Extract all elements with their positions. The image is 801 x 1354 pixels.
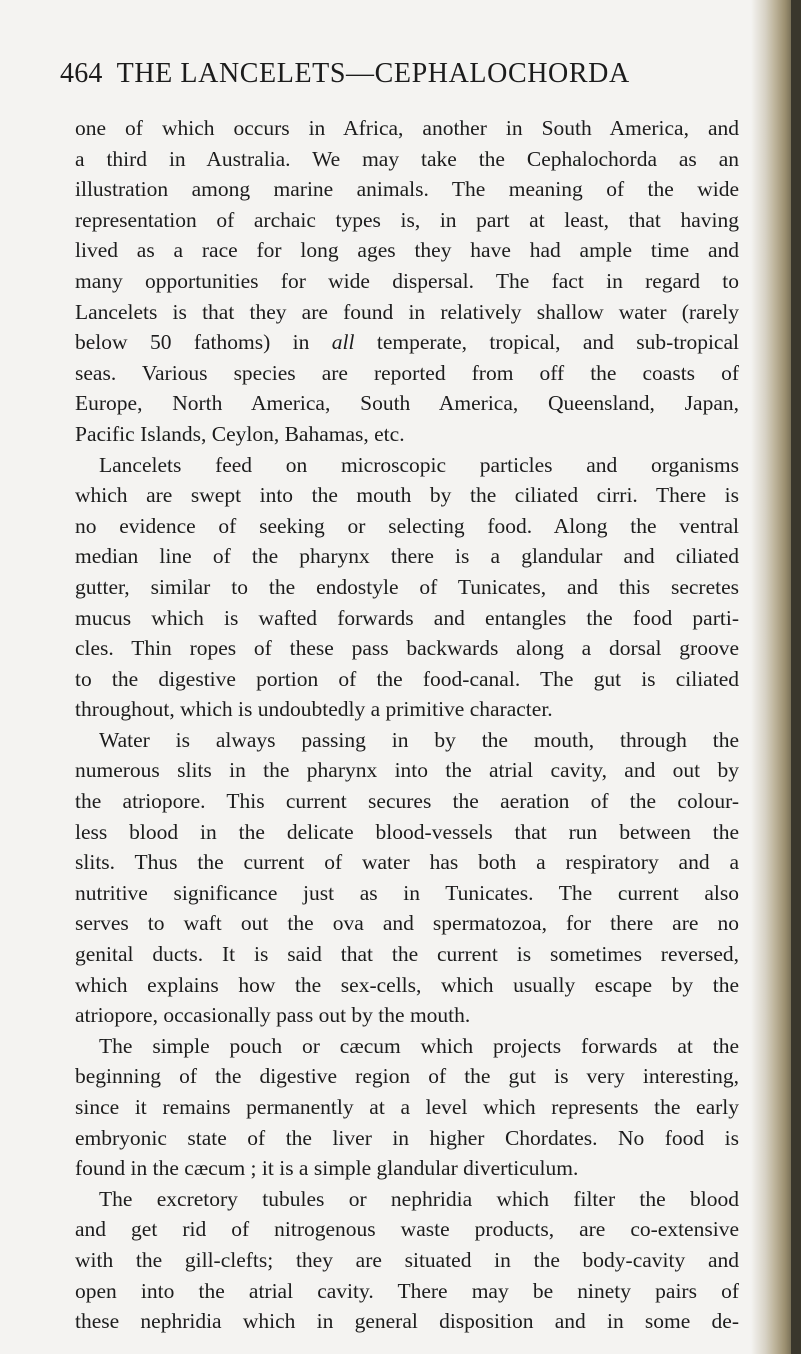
text-line: Europe, North America, South America, Queensland, Japan, [75,391,739,416]
text-line: atriopore, occasionally pass out by the mouth. [75,1003,471,1028]
text-line: seas. Various species are reported from off the coasts of [75,360,739,385]
text-line: Lancelets feed on microscopic particles and organisms [99,452,739,477]
text-line: these nephridia which in general disposition and in some de- [75,1309,739,1334]
text-line: The excretory tubules or nephridia which filter the blood [99,1186,739,1211]
text-line: the atriopore. This current secures the aeration of the colour- [75,789,739,814]
text-line: with the gill-clefts; they are situated in the body-cavity and [75,1247,739,1272]
text-line: embryonic state of the liver in higher Chordates. No food is [75,1125,739,1150]
body-text [75,113,739,1337]
running-title: THE LANCELETS—CEPHALOCHORDA [116,58,630,89]
text-line: numerous slits in the pharynx into the atrial cavity, and out by [75,758,739,783]
text-line: open into the atrial cavity. There may be ninety pairs of [75,1278,739,1303]
text-line: and get rid of nitrogenous waste products, are co-extensive [75,1217,739,1242]
text-line: Lancelets is that they are found in relatively shallow water (rarely [75,299,739,324]
text-line: many opportunities for wide dispersal. The fact in regard to [75,268,739,293]
text-line: serves to waft out the ova and spermatozoa, for there are no [75,911,739,936]
text-line: Water is always passing in by the mouth, through the [99,727,739,752]
text-line: cles. Thin ropes of these pass backwards along a dorsal groove [75,636,739,661]
text-line: beginning of the digestive region of the gut is very interesting, [75,1064,739,1089]
text-line: genital ducts. It is said that the current is sometimes reversed, [75,942,739,967]
text-line: slits. Thus the current of water has both a respiratory and a [75,850,739,875]
page-header [60,58,630,98]
text-line: to the digestive portion of the food-canal. The gut is ciliated [75,666,739,691]
text-line: one of which occurs in Africa, another in South America, and [75,116,739,140]
text-line: which are swept into the mouth by the ciliated cirri. There is [75,483,739,508]
text-line: less blood in the delicate blood-vessels that run between the [75,819,739,844]
text-line: median line of the pharynx there is a glandular and ciliated [75,544,739,569]
text-line: which explains how the sex-cells, which usually escape by the [75,972,739,997]
book-spine-edge [791,0,801,1354]
page-number: 464 [60,58,103,89]
text-line: a third in Australia. We may take the Cephalochorda as an [75,146,739,171]
text-line: lived as a race for long ages they have had ample time and [75,238,739,263]
text-line: illustration among marine animals. The meaning of the wide [75,177,739,202]
text-line: since it remains permanently at a level which represents the early [75,1095,739,1119]
text-line: no evidence of seeking or selecting food. Along the ventral [75,513,739,538]
text-line: below 50 fathoms) in all temperate, tropical, and sub-tropical [75,330,739,355]
text-line: nutritive significance just as in Tunicates. The current also [75,880,739,905]
text-line: gutter, similar to the endostyle of Tunicates, and this secretes [75,574,739,599]
text-line: found in the cæcum ; it is a simple glandular diverticulum. [75,1156,579,1181]
text-line: Pacific Islands, Ceylon, Bahamas, etc. [75,421,405,446]
text-line: representation of archaic types is, in part at least, that having [75,207,739,232]
text-line: mucus which is wafted forwards and entangles the food parti- [75,605,739,630]
emphasis: all [331,330,355,355]
text-line: The simple pouch or cæcum which projects forwards at the [99,1033,739,1058]
text-line: throughout, which is undoubtedly a primitive character. [75,697,553,722]
